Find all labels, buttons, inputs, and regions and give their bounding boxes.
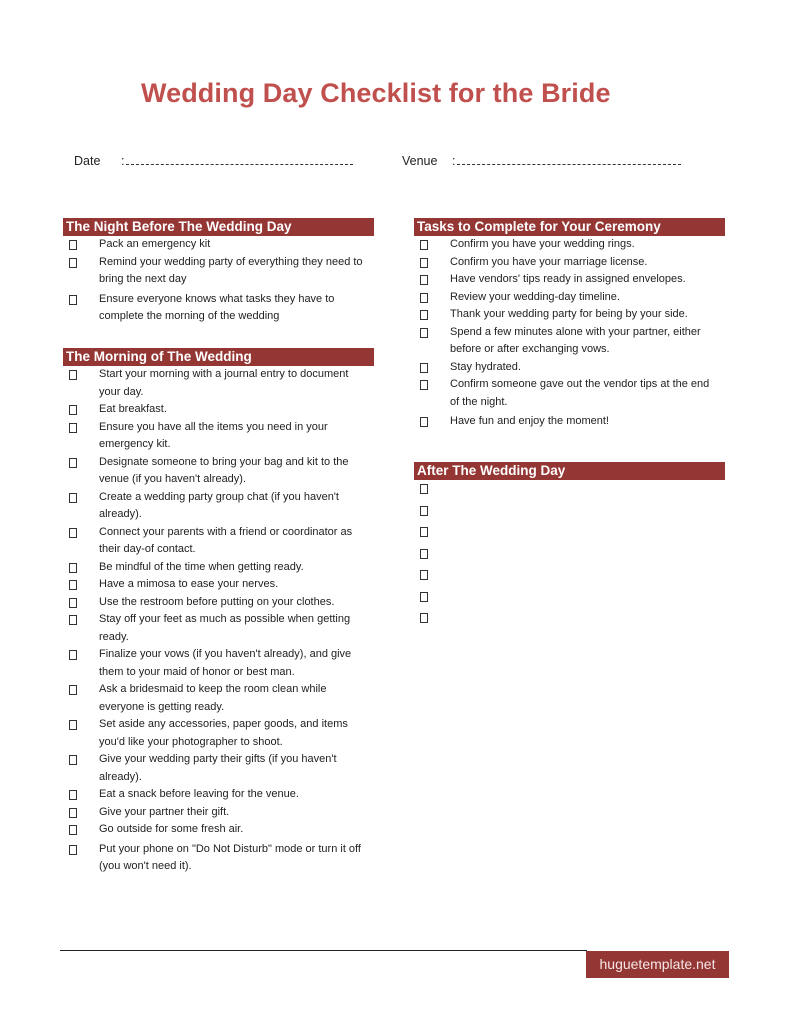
item-text: Ensure you have all the items you need in your emergency kit. <box>99 420 328 450</box>
item-text: Have vendors' tips ready in assigned envelopes. <box>450 273 686 285</box>
checklist-item <box>63 236 374 254</box>
checkbox[interactable] <box>420 484 428 494</box>
checklist <box>414 480 725 631</box>
item-text: Eat a snack before leaving for the venue. <box>99 788 299 800</box>
item-text: Put your phone on "Do Not Disturb" mode or turn it off (you won't need it). <box>99 842 361 872</box>
section-heading: The Night Before The Wedding Day <box>63 218 374 236</box>
item-text: Confirm someone gave out the vendor tips at the end of the night. <box>450 378 710 408</box>
checkbox[interactable] <box>69 790 77 800</box>
checkbox[interactable] <box>69 845 77 855</box>
item-text: Give your wedding party their gifts (if you haven't already). <box>99 753 337 783</box>
item-text: Eat breakfast. <box>99 403 167 415</box>
checkbox[interactable] <box>420 506 428 516</box>
checklist-item <box>414 254 725 272</box>
item-text: Ask a bridesmaid to keep the room clean while everyone is getting ready. <box>99 683 327 713</box>
checkbox[interactable] <box>420 275 428 285</box>
item-text: Stay off your feet as much as possible when getting ready. <box>99 613 351 643</box>
checklist-item <box>63 291 374 326</box>
checklist-item <box>63 366 374 401</box>
checkbox[interactable] <box>69 528 77 538</box>
checklist-item <box>63 611 374 646</box>
item-text: Remind your wedding party of everything they need to bring the next day <box>99 255 363 285</box>
checklist-item <box>63 559 374 577</box>
venue-separator: : <box>452 154 456 168</box>
checklist-item <box>63 681 374 716</box>
checkbox[interactable] <box>69 240 77 250</box>
item-text: Confirm you have your wedding rings. <box>450 238 635 250</box>
section-heading: The Morning of The Wedding <box>63 348 374 366</box>
checklist-item <box>63 821 374 839</box>
checklist-item <box>414 306 725 324</box>
checkbox[interactable] <box>420 328 428 338</box>
checkbox[interactable] <box>69 563 77 573</box>
item-text: Set aside any accessories, paper goods, and items you'd like your photographer to shoot. <box>99 718 348 748</box>
checklist <box>63 366 374 876</box>
checklist-item <box>63 419 374 454</box>
item-text: Review your wedding-day timeline. <box>450 290 620 303</box>
checklist-item <box>414 566 725 588</box>
footer-divider <box>60 950 587 951</box>
checklist-item <box>63 594 374 612</box>
checkbox[interactable] <box>69 580 77 590</box>
checkbox[interactable] <box>69 685 77 695</box>
item-text: Connect your parents with a friend or coordinator as their day-of contact. <box>99 525 353 555</box>
footer-brand-badge[interactable]: huguetemplate.net <box>586 951 729 978</box>
section-after-wedding <box>414 462 725 631</box>
checkbox[interactable] <box>69 458 77 468</box>
checkbox[interactable] <box>69 405 77 415</box>
checklist-item <box>63 524 374 559</box>
checklist-item <box>63 841 374 876</box>
checklist <box>414 236 725 431</box>
checklist-item <box>63 804 374 822</box>
checkbox[interactable] <box>420 363 428 373</box>
checkbox[interactable] <box>420 613 428 623</box>
item-text: Thank your wedding party for being by your side. <box>450 308 688 320</box>
checklist-item <box>63 786 374 804</box>
item-text: Finalize your vows (if you haven't already), and give them to your maid of honor or best man. <box>99 648 352 678</box>
checklist-item <box>414 271 725 289</box>
checkbox[interactable] <box>69 825 77 835</box>
checklist-item <box>414 289 725 307</box>
checkbox[interactable] <box>69 493 77 503</box>
item-text: Give your partner their gift. <box>99 805 230 818</box>
checkbox[interactable] <box>420 310 428 320</box>
section-heading: After The Wedding Day <box>414 462 725 480</box>
item-text: Stay hydrated. <box>450 360 521 373</box>
venue-input-line[interactable] <box>457 152 681 165</box>
checklist-item <box>414 523 725 545</box>
checkbox[interactable] <box>69 295 77 305</box>
section-morning <box>63 348 374 876</box>
checkbox[interactable] <box>69 423 77 433</box>
date-label: Date <box>74 154 101 168</box>
date-separator: : <box>121 154 125 168</box>
checkbox[interactable] <box>420 380 428 390</box>
date-field <box>74 152 353 168</box>
section-night-before <box>63 218 374 326</box>
item-text: Ensure everyone knows what tasks they have to complete the morning of the wedding <box>99 292 335 322</box>
checkbox[interactable] <box>420 527 428 537</box>
checklist-item <box>414 480 725 502</box>
checkbox[interactable] <box>69 755 77 765</box>
date-input-line[interactable] <box>126 152 353 165</box>
checkbox[interactable] <box>420 258 428 268</box>
checkbox[interactable] <box>420 549 428 559</box>
checklist-item <box>414 324 725 359</box>
item-text: Start your morning with a journal entry to document your day. <box>99 368 349 398</box>
checklist <box>63 236 374 326</box>
checklist-item <box>63 401 374 419</box>
checklist-item <box>63 751 374 786</box>
item-text: Have fun and enjoy the moment! <box>450 415 609 427</box>
checkbox[interactable] <box>420 570 428 580</box>
section-ceremony <box>414 218 725 431</box>
checklist-item <box>63 646 374 681</box>
checkbox[interactable] <box>420 240 428 250</box>
venue-field <box>402 152 681 168</box>
item-text: Be mindful of the time when getting ready. <box>99 560 304 573</box>
checkbox[interactable] <box>420 293 428 303</box>
checklist-item <box>63 716 374 751</box>
checkbox[interactable] <box>69 615 77 625</box>
checklist-item <box>63 454 374 489</box>
checklist-item <box>414 609 725 631</box>
checkbox[interactable] <box>420 417 428 427</box>
checklist-item <box>63 489 374 524</box>
item-text: Create a wedding party group chat (if you haven't already). <box>99 490 339 520</box>
checkbox[interactable] <box>69 370 77 380</box>
section-heading: Tasks to Complete for Your Ceremony <box>414 218 725 236</box>
checkbox[interactable] <box>69 650 77 660</box>
checklist-item <box>63 254 374 289</box>
checklist-item <box>63 576 374 594</box>
checklist-item <box>414 236 725 254</box>
checklist-item <box>414 588 725 610</box>
item-text: Go outside for some fresh air. <box>99 823 244 835</box>
item-text: Have a mimosa to ease your nerves. <box>99 578 279 590</box>
checkbox[interactable] <box>69 808 77 818</box>
checkbox[interactable] <box>69 258 77 268</box>
venue-label: Venue <box>402 154 438 168</box>
checklist-item <box>414 359 725 377</box>
item-text: Spend a few minutes alone with your partner, either before or after exchanging vows. <box>450 325 701 355</box>
checkbox[interactable] <box>420 592 428 602</box>
checklist-item <box>414 545 725 567</box>
checkbox[interactable] <box>69 720 77 730</box>
checkbox[interactable] <box>69 598 77 608</box>
page-title: Wedding Day Checklist for the Bride <box>141 78 611 108</box>
checklist-item <box>414 413 725 431</box>
checklist-item <box>414 502 725 524</box>
item-text: Pack an emergency kit <box>99 238 211 250</box>
checklist-item <box>414 376 725 411</box>
item-text: Designate someone to bring your bag and kit to the venue (if you haven't already). <box>99 455 349 485</box>
item-text: Confirm you have your marriage license. <box>450 255 648 268</box>
item-text: Use the restroom before putting on your clothes. <box>99 595 335 608</box>
